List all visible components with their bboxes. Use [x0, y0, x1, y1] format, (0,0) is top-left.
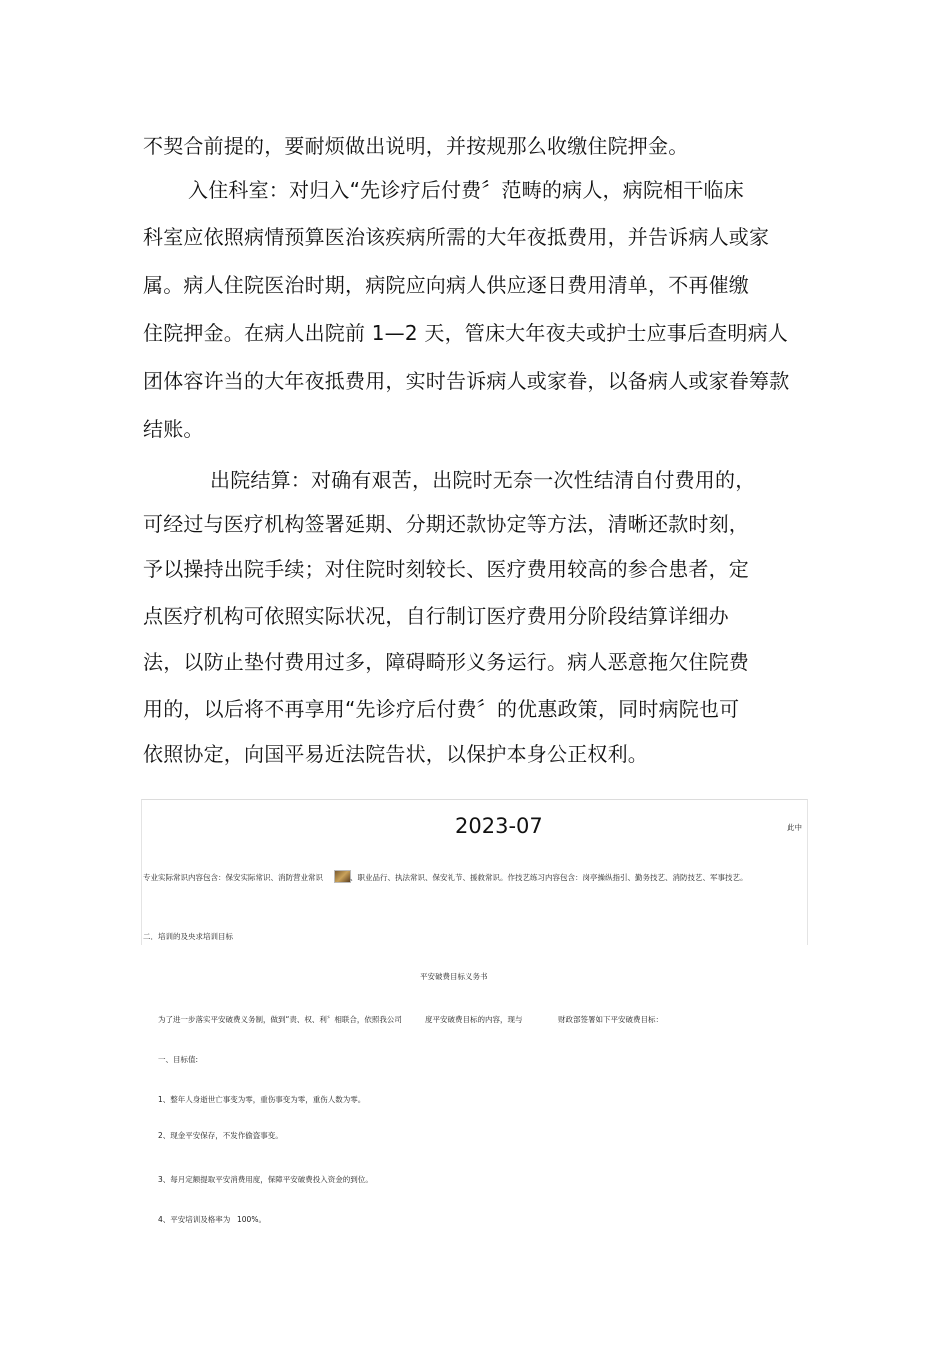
paragraph-line: 科室应依照病情预算医治该疾病所需的大年夜抵费用，并告诉病人或家 [143, 225, 770, 249]
paragraph-line: 可经过与医疗机构签署延期、分期还款协定等方法，清晰还款时刻， [143, 512, 749, 536]
paragraph-line: 不契合前提的，要耐烦做出说明，并按规那么收缴住院押金。 [143, 134, 689, 158]
letter-intro: 度平安破费目标的内容，现与 [425, 1015, 523, 1024]
training-content-text-cont: 、职业品行、执法常识、保安礼节、援救常识。作技艺练习内容包含：岗亭操纵指引、勤务技艺、消防技艺、军事技艺。 [350, 873, 748, 882]
letter-title: 平安破费目标义务书 [420, 972, 488, 981]
embedded-date: 2023-07 [455, 814, 543, 838]
side-note: 此中 [787, 823, 802, 832]
paragraph-line: 结账。 [143, 417, 204, 441]
target-item: 4、平安培训及格率为 [158, 1215, 231, 1224]
target-item: 3、每月定额提取平安消费用度，保障平安破费投入资金的到位。 [158, 1175, 373, 1184]
paragraph-line: 法，以防止垫付费用过多，障碍畸形义务运行。病人恶意拖欠住院费 [143, 650, 749, 674]
paragraph-line: 点医疗机构可依照实际状况，自行制订医疗费用分阶段结算详细办 [143, 604, 729, 628]
paragraph-line: 团体容许当的大年夜抵费用，实时告诉病人或家眷，以备病人或家眷筹款 [143, 369, 790, 393]
paragraph-line: 住院押金。在病人出院前 1—2 天，管床大年夜夫或护士应事后查明病人 [143, 321, 788, 345]
target-item: 1、整年人身逝世亡事变为零，重伤事变为零，重伤人数为零。 [158, 1095, 366, 1104]
letter-intro: 财政部签署如下平安破费目标： [558, 1015, 663, 1024]
paragraph-line: 属。病人住院医治时期，病院应向病人供应逐日费用清单，不再催缴 [143, 273, 749, 297]
letter-intro: 为了进一步落实平安破费义务制，做到“责、权、利〞相联合，依照我公司 [158, 1015, 402, 1024]
paragraph-line: 入住科室：对归入“先诊疗后付费〞范畴的病人，病院相干临床 [188, 178, 744, 202]
target-item-value: 100%。 [237, 1215, 266, 1224]
paragraph-line: 依照协定，向国平易近法院告状，以保护本身公正权利。 [143, 742, 648, 766]
section-heading: 二．培训的及央求培训目标 [143, 932, 233, 941]
training-content-text: 专业实际常识内容包含：保安实际常识、消防营业常识 [143, 873, 323, 882]
target-heading: 一、目标值: [158, 1055, 199, 1064]
paragraph-line: 用的，以后将不再享用“先诊疗后付费〞的优惠政策，同时病院也可 [143, 697, 740, 721]
target-item: 2、现金平安保存，不发作偷盗事变。 [158, 1131, 283, 1140]
paragraph-line: 予以操持出院手续；对住院时刻较长、医疗费用较高的参合患者，定 [143, 557, 749, 581]
paragraph-line: 出院结算：对确有艰苦，出院时无奈一次性结清自付费用的， [210, 468, 756, 492]
photo-thumbnail-icon [334, 870, 351, 883]
